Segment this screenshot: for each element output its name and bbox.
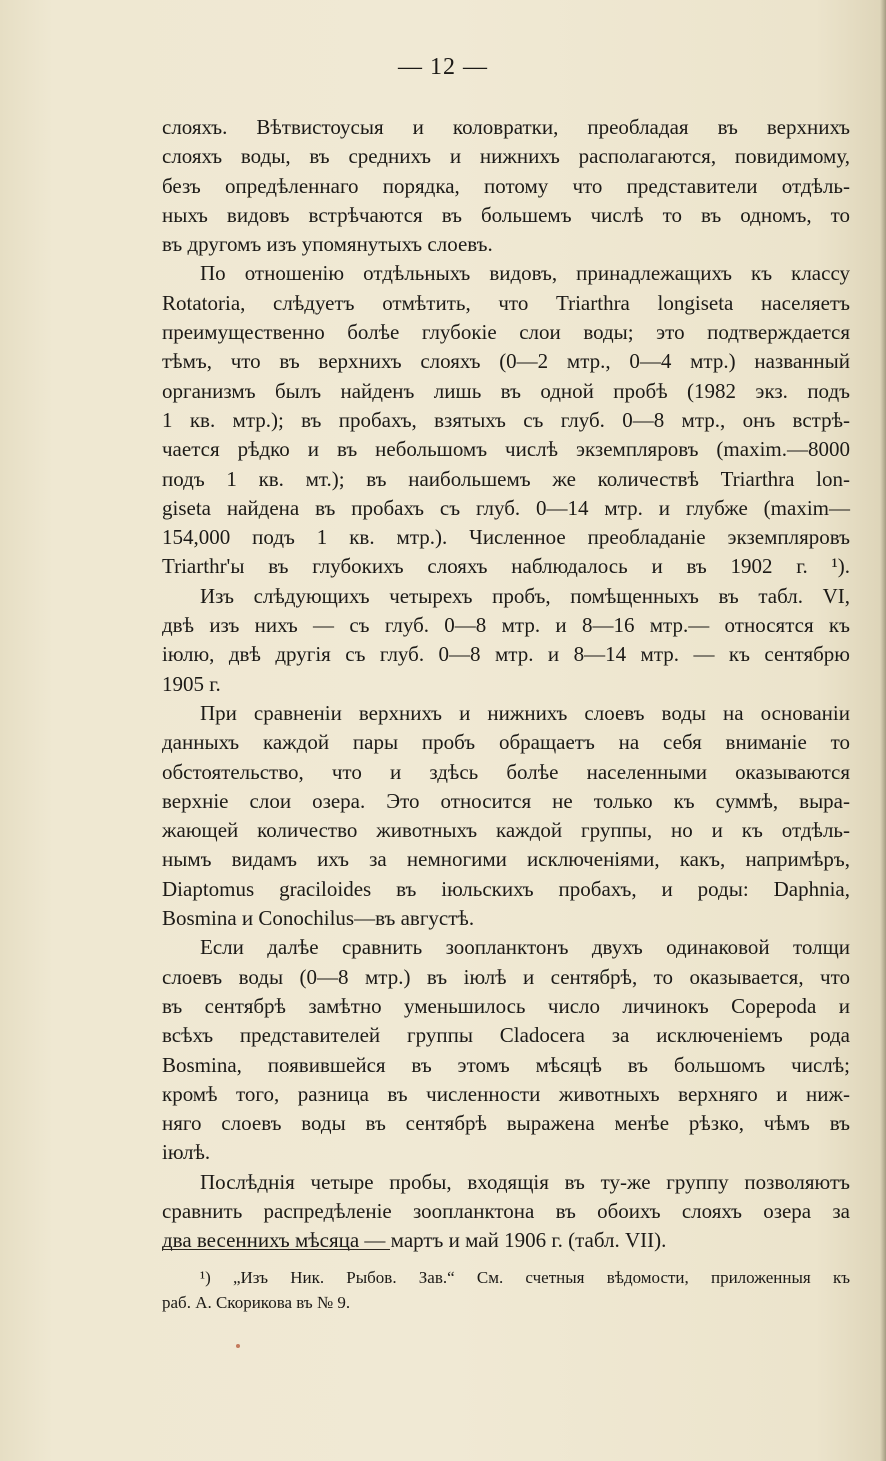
body-text: [162, 113, 850, 1256]
text-line: Изъ слѣдующихъ четырехъ пробъ, помѣщенныхъ въ табл. VI,: [200, 583, 850, 608]
text-line: слоевъ воды (0—8 мтр.) въ іюлѣ и сентябрѣ, то оказывается, что: [162, 964, 850, 989]
text-line: тѣмъ, что въ верхнихъ слояхъ (0—2 мтр., 0—4 мтр.) названный: [162, 349, 850, 374]
text-line: слояхъ. Вѣтвистоусыя и коловратки, преобладая въ верхнихъ: [162, 115, 850, 139]
text-line: подъ 1 кв. мт.); въ наибольшемъ же количествѣ Triarthra lon-: [162, 466, 850, 491]
footnote-divider: [162, 1249, 390, 1250]
text-line: 1 кв. мтр.); въ пробахъ, взятыхъ съ глуб. 0—8 мтр., онъ встрѣ-: [162, 407, 850, 432]
text-line: въ сентябрѣ замѣтно уменьшилось число личинокъ Copepoda и: [162, 993, 850, 1018]
text-line: По отношенію отдѣльныхъ видовъ, принадлежащихъ къ классу: [200, 261, 850, 286]
text-line: всѣхъ представителей группы Cladocera за исключеніемъ рода: [162, 1023, 850, 1048]
text-line: При сравненіи верхнихъ и нижнихъ слоевъ воды на основаніи: [200, 700, 850, 725]
text-line: Bosmina, появившейся въ этомъ мѣсяцѣ въ большомъ числѣ;: [162, 1052, 850, 1077]
footnote-line: раб. А. Скорикова въ № 9.: [162, 1293, 351, 1312]
text-line: чается рѣдко и въ небольшомъ числѣ экземпляровъ (maxim.—8000: [162, 437, 850, 462]
text-line: сравнить распредѣленіе зоопланктона въ обоихъ слояхъ озера за: [162, 1198, 850, 1223]
text-line: два весеннихъ мѣсяца — мартъ и май 1906 г. (табл. VII).: [162, 1228, 667, 1253]
text-line: двѣ изъ нихъ — съ глуб. 0—8 мтр. и 8—16 мтр.— относятся къ: [162, 613, 850, 638]
text-line: безъ опредѣленнаго порядка, потому что представители отдѣль-: [162, 173, 850, 198]
text-line: верхніе слои озера. Это относится не только къ суммѣ, выра-: [162, 788, 850, 813]
page-edge-shadow: [880, 0, 886, 1461]
text-line: Triarthr'ы въ глубокихъ слояхъ наблюдалось и въ 1902 г. ¹).: [162, 554, 850, 579]
text-line: слояхъ воды, въ среднихъ и нижнихъ располагаются, повидимому,: [162, 144, 850, 169]
text-line: 1905 г.: [162, 671, 221, 696]
text-line: Rotatoria, слѣдуетъ отмѣтить, что Triarthra longiseta населяетъ: [162, 290, 850, 315]
text-line: кромѣ того, разница въ численности животныхъ верхняго и ниж-: [162, 1081, 850, 1106]
text-line: Если далѣе сравнить зоопланктонъ двухъ одинаковой толщи: [200, 935, 850, 960]
text-line: ныхъ видовъ встрѣчаются въ большемъ числѣ то въ одномъ, то: [162, 202, 850, 227]
text-line: преимущественно болѣе глубокіе слои воды; это подтверждается: [162, 320, 850, 345]
text-line: нымъ видамъ ихъ за немногими исключеніями, какъ, напримѣръ,: [162, 847, 850, 872]
text-line: данныхъ каждой пары пробъ обращаетъ на себя вниманіе то: [162, 730, 850, 755]
text-line: няго слоевъ воды въ сентябрѣ выражена менѣе рѣзко, чѣмъ въ: [162, 1111, 850, 1136]
text-line: giseta найдена въ пробахъ съ глуб. 0—14 мтр. и глубже (maxim—: [162, 495, 850, 520]
text-line: обстоятельство, что и здѣсь болѣе населенными оказываются: [162, 759, 850, 784]
footnote: [162, 1265, 850, 1315]
text-line: организмъ былъ найденъ лишь въ одной пробѣ (1982 экз. подъ: [162, 378, 850, 403]
footnote-line: ¹) „Изъ Ник. Рыбов. Зав.“ См. счетныя вѣдомости, приложенныя къ: [200, 1268, 850, 1287]
text-line: въ другомъ изъ упомянутыхъ слоевъ.: [162, 232, 493, 257]
text-line: Diaptomus gracilоides въ іюльскихъ пробахъ, и роды: Daphnia,: [162, 876, 850, 901]
text-line: жающей количество животныхъ каждой группы, но и къ отдѣль-: [162, 818, 850, 843]
text-line: Послѣднія четыре пробы, входящія въ ту-же группу позволяютъ: [200, 1169, 850, 1194]
text-line: іюлѣ.: [162, 1140, 211, 1165]
text-line: Bosmina и Conochilus—въ августѣ.: [162, 906, 475, 931]
paper-speck: [236, 1344, 240, 1348]
page-number: — 12 —: [398, 54, 488, 80]
text-line: іюлю, двѣ другія съ глуб. 0—8 мтр. и 8—14 мтр. — къ сентябрю: [162, 642, 850, 667]
text-line: 154,000 подъ 1 кв. мтр.). Численное преобладаніе экземпляровъ: [162, 525, 850, 550]
